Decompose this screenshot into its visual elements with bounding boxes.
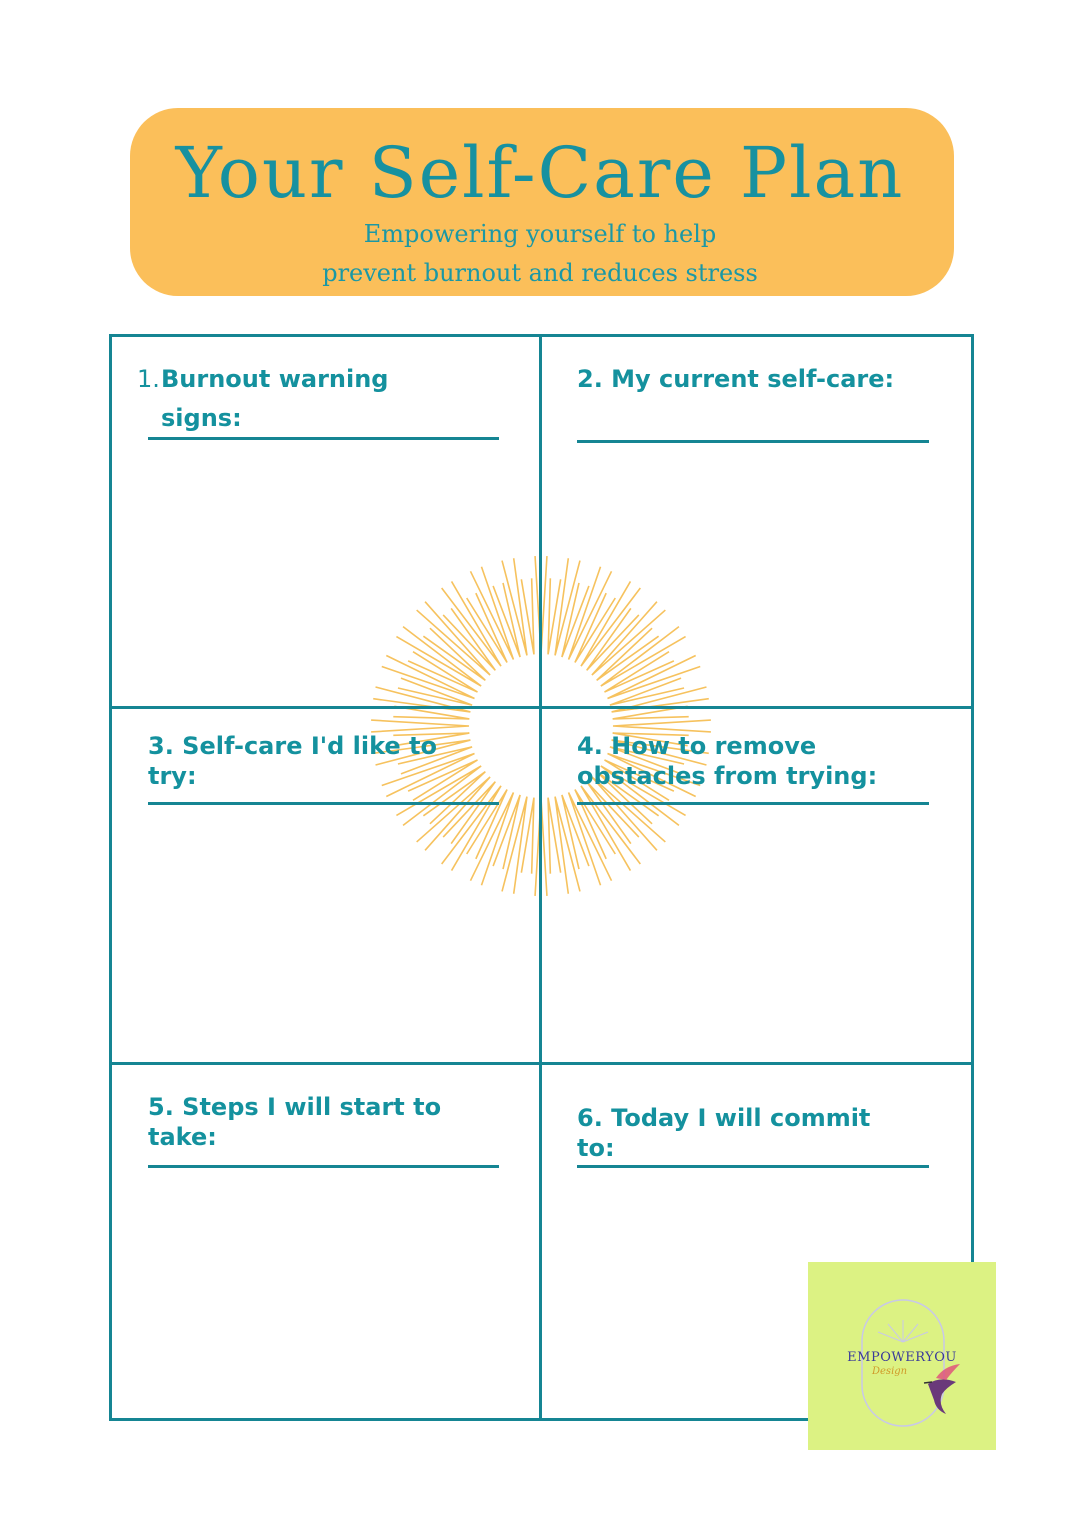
section-2-writing-line[interactable] bbox=[577, 440, 929, 443]
logo-brand-text: EMPOWERYOU bbox=[847, 1350, 957, 1365]
subtitle-line-1: Empowering yourself to help bbox=[363, 220, 717, 248]
section-1-title bbox=[161, 364, 388, 433]
section-4-writing-line[interactable] bbox=[577, 802, 929, 805]
section-5-title bbox=[148, 1092, 441, 1152]
section-4-title-line2: obstacles from trying: bbox=[577, 762, 878, 790]
section-1-number: 1. bbox=[137, 365, 160, 393]
logo-script-text: Design bbox=[872, 1366, 908, 1377]
section-3-title bbox=[148, 731, 437, 791]
section-5-title-line2: take: bbox=[148, 1123, 217, 1151]
grid-divider-horizontal-1 bbox=[109, 706, 971, 709]
section-3-title-line1: 3. Self-care I'd like to bbox=[148, 732, 438, 760]
section-6-title-line1: 6. Today I will commit bbox=[577, 1104, 871, 1132]
brand-logo bbox=[808, 1262, 996, 1450]
section-1-title-line1: Burnout warning bbox=[161, 365, 389, 393]
section-6-title-line2: to: bbox=[577, 1134, 615, 1162]
grid-divider-horizontal-2 bbox=[109, 1062, 971, 1065]
section-1-writing-line[interactable] bbox=[148, 437, 499, 440]
section-2-title bbox=[577, 364, 894, 394]
section-6-writing-line[interactable] bbox=[577, 1165, 929, 1168]
section-2-title-line1: 2. My current self-care: bbox=[577, 365, 895, 393]
section-4-title-line1: 4. How to remove bbox=[577, 732, 817, 760]
page-title: Your Self-Care Plan bbox=[175, 132, 905, 214]
grid-divider-vertical bbox=[539, 334, 542, 1418]
section-5-writing-line[interactable] bbox=[148, 1165, 499, 1168]
section-3-title-line2: try: bbox=[148, 762, 197, 790]
section-6-title bbox=[577, 1103, 870, 1163]
section-4-title bbox=[577, 731, 877, 791]
section-1-title-line2: signs: bbox=[161, 404, 242, 432]
section-3-writing-line[interactable] bbox=[148, 802, 499, 805]
section-5-title-line1: 5. Steps I will start to bbox=[148, 1093, 442, 1121]
subtitle-line-2: prevent burnout and reduces stress bbox=[322, 259, 758, 287]
